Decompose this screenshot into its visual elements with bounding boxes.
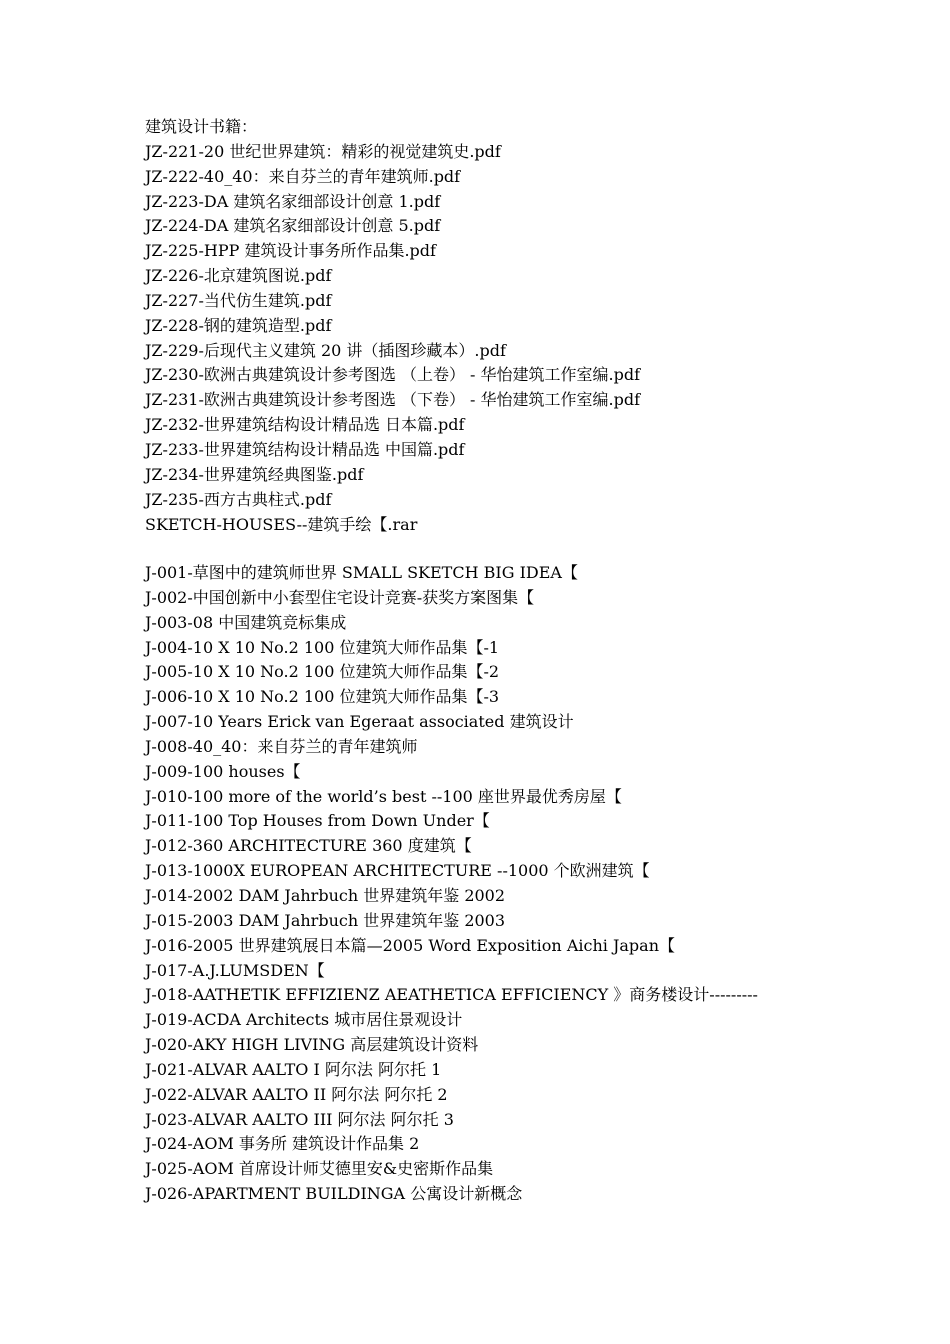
list-item: J-002-中国创新中小套型住宅设计竞赛-获奖方案图集【: [145, 587, 535, 607]
list-item: J-025-AOM 首席设计师艾德里安&史密斯作品集: [145, 1159, 494, 1179]
list-item: JZ-231-欧洲古典建筑设计参考图选 （下卷） - 华怡建筑工作室编.pdf: [145, 390, 641, 410]
list-item: J-021-ALVAR AALTO I 阿尔法 阿尔托 1: [145, 1059, 442, 1079]
list-item: J-017-A.J.LUMSDEN【: [145, 960, 325, 980]
list-item: JZ-235-西方古典柱式.pdf: [145, 489, 332, 509]
list-item: J-005-10 X 10 No.2 100 位建筑大师作品集【-2: [145, 662, 500, 682]
list-item: JZ-232-世界建筑结构设计精品选 日本篇.pdf: [145, 415, 465, 435]
list-item: JZ-223-DA 建筑名家细部设计创意 1.pdf: [145, 191, 441, 211]
section-j-series: [145, 561, 758, 1207]
list-item: JZ-234-世界建筑经典图鉴.pdf: [145, 464, 364, 484]
list-item: J-013-1000X EUROPEAN ARCHITECTURE --1000 个欧洲建筑【: [145, 861, 650, 881]
list-item: J-012-360 ARCHITECTURE 360 度建筑【: [145, 836, 472, 856]
list-item: J-004-10 X 10 No.2 100 位建筑大师作品集【-1: [145, 637, 500, 657]
list-item: JZ-228-钢的建筑造型.pdf: [145, 315, 332, 335]
list-item: J-008-40_40：来自芬兰的青年建筑师: [145, 736, 418, 756]
list-item: J-016-2005 世界建筑展日本篇—2005 Word Exposition Aichi Japan【: [145, 935, 676, 955]
list-item: JZ-233-世界建筑结构设计精品选 中国篇.pdf: [145, 439, 465, 459]
list-item: J-026-APARTMENT BUILDINGA 公寓设计新概念: [145, 1184, 523, 1204]
list-item: J-003-08 中国建筑竞标集成: [145, 612, 347, 632]
list-item: J-015-2003 DAM Jahrbuch 世界建筑年鉴 2003: [145, 910, 506, 930]
list-item: J-022-ALVAR AALTO II 阿尔法 阿尔托 2: [145, 1084, 448, 1104]
list-item: J-001-草图中的建筑师世界 SMALL SKETCH BIG IDEA【: [145, 563, 578, 582]
list-item: JZ-226-北京建筑图说.pdf: [145, 266, 332, 286]
list-item: JZ-222-40_40：来自芬兰的青年建筑师.pdf: [145, 166, 461, 186]
list-item: JZ-224-DA 建筑名家细部设计创意 5.pdf: [145, 216, 441, 236]
file-list: [145, 561, 758, 1207]
list-item: JZ-227-当代仿生建筑.pdf: [145, 290, 332, 310]
list-item: JZ-225-HPP 建筑设计事务所作品集.pdf: [145, 241, 436, 261]
list-item: J-023-ALVAR AALTO III 阿尔法 阿尔托 3: [145, 1109, 454, 1129]
list-item: J-011-100 Top Houses from Down Under【: [145, 811, 490, 831]
list-item: J-024-AOM 事务所 建筑设计作品集 2: [145, 1134, 420, 1154]
list-item: JZ-230-欧洲古典建筑设计参考图选 （上卷） - 华怡建筑工作室编.pdf: [145, 365, 641, 385]
list-item: J-010-100 more of the world’s best --100 座世界最优秀房屋【: [145, 786, 622, 806]
list-item: J-007-10 Years Erick van Egeraat associated 建筑设计: [145, 712, 574, 732]
list-item: JZ-221-20 世纪世界建筑：精彩的视觉建筑史.pdf: [145, 141, 501, 161]
list-item: J-006-10 X 10 No.2 100 位建筑大师作品集【-3: [145, 687, 500, 707]
list-item: J-014-2002 DAM Jahrbuch 世界建筑年鉴 2002: [145, 885, 506, 905]
section-heading: 建筑设计书籍：: [145, 117, 258, 136]
list-item: J-019-ACDA Architects 城市居住景观设计: [145, 1010, 463, 1030]
file-list: [145, 140, 640, 538]
list-item: J-018-AATHETIK EFFIZIENZ AEATHETICA EFFICIENCY 》商务楼设计---------: [145, 985, 758, 1005]
list-item: SKETCH-HOUSES--建筑手绘【.rar: [145, 514, 418, 534]
list-item: JZ-229-后现代主义建筑 20 讲（插图珍藏本）.pdf: [145, 340, 506, 360]
section-architecture-books: [145, 115, 640, 537]
list-item: J-020-AKY HIGH LIVING 高层建筑设计资料: [145, 1035, 479, 1055]
list-item: J-009-100 houses【: [145, 761, 301, 781]
